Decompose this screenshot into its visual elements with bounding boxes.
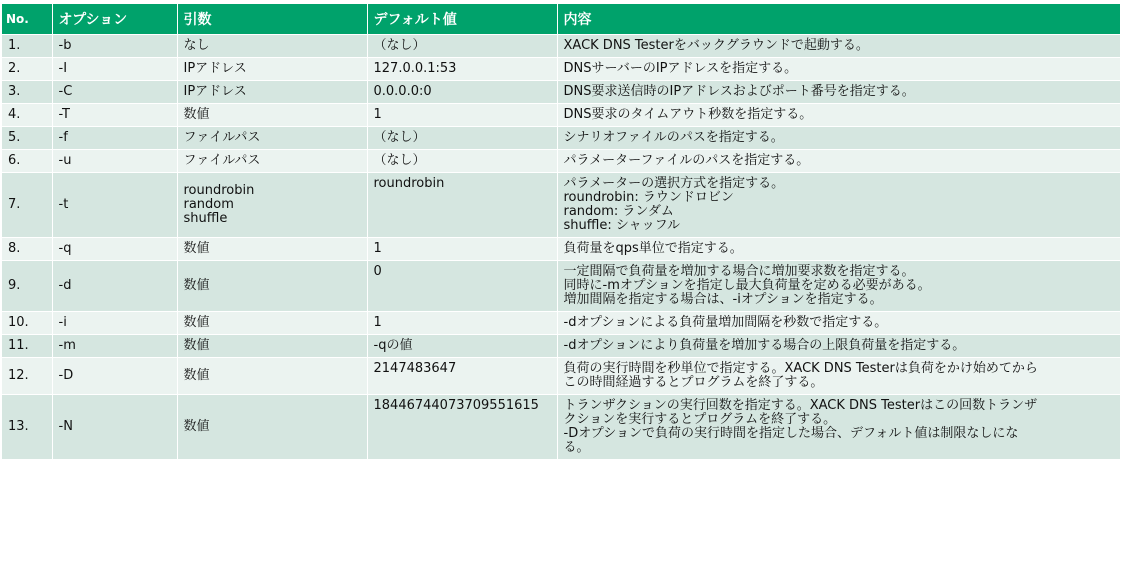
cell-arg xyxy=(177,173,367,238)
cell-option: -f xyxy=(52,127,177,150)
cell-arg xyxy=(177,335,367,358)
cell-default: roundrobin xyxy=(367,173,557,238)
cell-desc-line: roundrobin: ラウンドロビン xyxy=(563,190,734,205)
cell-desc xyxy=(557,173,1120,238)
table-row xyxy=(2,104,1120,127)
cell-desc-line: 負荷の実行時間を秒単位で指定する。XACK DNS Testerは負荷をかけ始めてから xyxy=(563,361,1038,376)
cell-arg xyxy=(177,312,367,335)
cell-no: 12. xyxy=(2,358,52,395)
cell-option: -b xyxy=(52,35,177,58)
cell-option: -t xyxy=(52,173,177,238)
cell-default: 1 xyxy=(367,238,557,261)
table-row xyxy=(2,358,1120,395)
cell-desc-line: DNS要求のタイムアウト秒数を指定する。 xyxy=(563,107,813,122)
cell-arg-line: なし xyxy=(183,38,210,53)
cell-desc-line: パラメーターファイルのパスを指定する。 xyxy=(563,153,810,168)
cell-desc-line: DNS要求送信時のIPアドレスおよびポート番号を指定する。 xyxy=(563,84,915,99)
cell-desc xyxy=(557,127,1120,150)
cell-desc-line: 負荷量をqps単位で指定する。 xyxy=(563,241,743,256)
cell-arg-line: 数値 xyxy=(183,278,210,293)
cell-arg xyxy=(177,35,367,58)
cell-desc-line: random: ランダム xyxy=(563,204,674,219)
table-row xyxy=(2,173,1120,238)
table-body xyxy=(2,35,1120,460)
cell-no: 3. xyxy=(2,81,52,104)
header-arg: 引数 xyxy=(177,4,367,35)
cell-arg-line: ファイルパス xyxy=(183,130,261,145)
cell-default: （なし） xyxy=(367,127,557,150)
cell-desc xyxy=(557,358,1120,395)
cell-arg xyxy=(177,238,367,261)
cell-option: -q xyxy=(52,238,177,261)
cell-no: 5. xyxy=(2,127,52,150)
table-row xyxy=(2,238,1120,261)
cell-no: 4. xyxy=(2,104,52,127)
cell-default: -qの値 xyxy=(367,335,557,358)
cell-desc-line: トランザクションの実行回数を指定する。XACK DNS Testerはこの回数トランザ xyxy=(563,398,1038,413)
cell-no: 11. xyxy=(2,335,52,358)
cell-no: 9. xyxy=(2,261,52,312)
cell-option: -u xyxy=(52,150,177,173)
table-row xyxy=(2,312,1120,335)
cell-option: -i xyxy=(52,312,177,335)
table-row xyxy=(2,58,1120,81)
cell-desc-line: 同時に-mオプションを指定し最大負荷量を定める必要がある。 xyxy=(563,278,931,293)
cell-no: 1. xyxy=(2,35,52,58)
cell-arg-line: 数値 xyxy=(183,315,210,330)
cell-no: 7. xyxy=(2,173,52,238)
cell-arg-line: 数値 xyxy=(183,419,210,434)
table-row xyxy=(2,35,1120,58)
cell-arg xyxy=(177,150,367,173)
cell-default: 2147483647 xyxy=(367,358,557,395)
header-option: オプション xyxy=(52,4,177,35)
cell-arg-line: roundrobin xyxy=(183,183,255,198)
cell-desc xyxy=(557,104,1120,127)
cell-desc xyxy=(557,238,1120,261)
cell-desc xyxy=(557,58,1120,81)
cell-option: -m xyxy=(52,335,177,358)
cell-desc-line: クションを実行するとプログラムを終了する。 xyxy=(563,412,837,427)
cell-no: 10. xyxy=(2,312,52,335)
cell-arg-line: 数値 xyxy=(183,368,210,383)
cell-option: -C xyxy=(52,81,177,104)
cell-desc-line: DNSサーバーのIPアドレスを指定する。 xyxy=(563,61,798,76)
table-row xyxy=(2,150,1120,173)
cell-arg xyxy=(177,358,367,395)
cell-desc-line: XACK DNS Testerをバックグラウンドで起動する。 xyxy=(563,38,869,53)
cell-desc xyxy=(557,261,1120,312)
cell-desc-line: この時間経過するとプログラムを終了する。 xyxy=(563,375,824,390)
cell-arg-line: ファイルパス xyxy=(183,153,261,168)
cell-desc xyxy=(557,312,1120,335)
cell-desc-line: シナリオファイルのパスを指定する。 xyxy=(563,130,784,145)
cell-option: -N xyxy=(52,395,177,460)
cell-desc-line: -Dオプションで負荷の実行時間を指定した場合、デフォルト値は制限なしにな xyxy=(563,426,1019,441)
cell-desc xyxy=(557,335,1120,358)
cell-desc-line: 増加間隔を指定する場合は、-iオプションを指定する。 xyxy=(563,292,883,307)
header-default: デフォルト値 xyxy=(367,4,557,35)
header-desc: 内容 xyxy=(557,4,1120,35)
cell-default: 18446744073709551615 xyxy=(367,395,557,460)
cell-arg-line: IPアドレス xyxy=(183,84,247,99)
cell-arg xyxy=(177,58,367,81)
cell-desc xyxy=(557,150,1120,173)
cell-desc xyxy=(557,395,1120,460)
table-row xyxy=(2,395,1120,460)
cell-desc-line: る。 xyxy=(563,440,590,455)
cell-desc xyxy=(557,35,1120,58)
cell-arg xyxy=(177,261,367,312)
cell-desc xyxy=(557,81,1120,104)
cell-desc-line: 一定間隔で負荷量を増加する場合に増加要求数を指定する。 xyxy=(563,264,915,279)
cell-arg-line: 数値 xyxy=(183,241,210,256)
cell-option: -D xyxy=(52,358,177,395)
cell-arg-line: random xyxy=(183,197,234,212)
cell-arg-line: IPアドレス xyxy=(183,61,247,76)
cell-arg-line: 数値 xyxy=(183,107,210,122)
cell-no: 8. xyxy=(2,238,52,261)
table-row xyxy=(2,81,1120,104)
cell-desc-line: shuffle: シャッフル xyxy=(563,218,681,233)
cell-default: （なし） xyxy=(367,35,557,58)
cell-no: 6. xyxy=(2,150,52,173)
cell-arg xyxy=(177,395,367,460)
cell-default: （なし） xyxy=(367,150,557,173)
cell-option: -d xyxy=(52,261,177,312)
cell-desc-line: パラメーターの選択方式を指定する。 xyxy=(563,176,785,191)
cell-arg-line: shuffle xyxy=(183,211,228,226)
cell-no: 2. xyxy=(2,58,52,81)
cell-default: 1 xyxy=(367,312,557,335)
cell-option: -T xyxy=(52,104,177,127)
table-header-row xyxy=(2,4,1120,35)
options-table xyxy=(2,4,1120,459)
cell-arg-line: 数値 xyxy=(183,338,210,353)
table-row xyxy=(2,127,1120,150)
cell-desc-line: -dオプションによる負荷量増加間隔を秒数で指定する。 xyxy=(563,315,888,330)
cell-default: 0.0.0.0:0 xyxy=(367,81,557,104)
cell-option: -I xyxy=(52,58,177,81)
cell-desc-line: -dオプションにより負荷量を増加する場合の上限負荷量を指定する。 xyxy=(563,338,966,353)
cell-arg xyxy=(177,127,367,150)
cell-arg xyxy=(177,81,367,104)
cell-arg xyxy=(177,104,367,127)
cell-default: 1 xyxy=(367,104,557,127)
cell-no: 13. xyxy=(2,395,52,460)
table-row xyxy=(2,335,1120,358)
header-no: No. xyxy=(2,4,52,35)
options-table-container xyxy=(2,4,1120,459)
table-row xyxy=(2,261,1120,312)
cell-default: 127.0.0.1:53 xyxy=(367,58,557,81)
cell-default: 0 xyxy=(367,261,557,312)
